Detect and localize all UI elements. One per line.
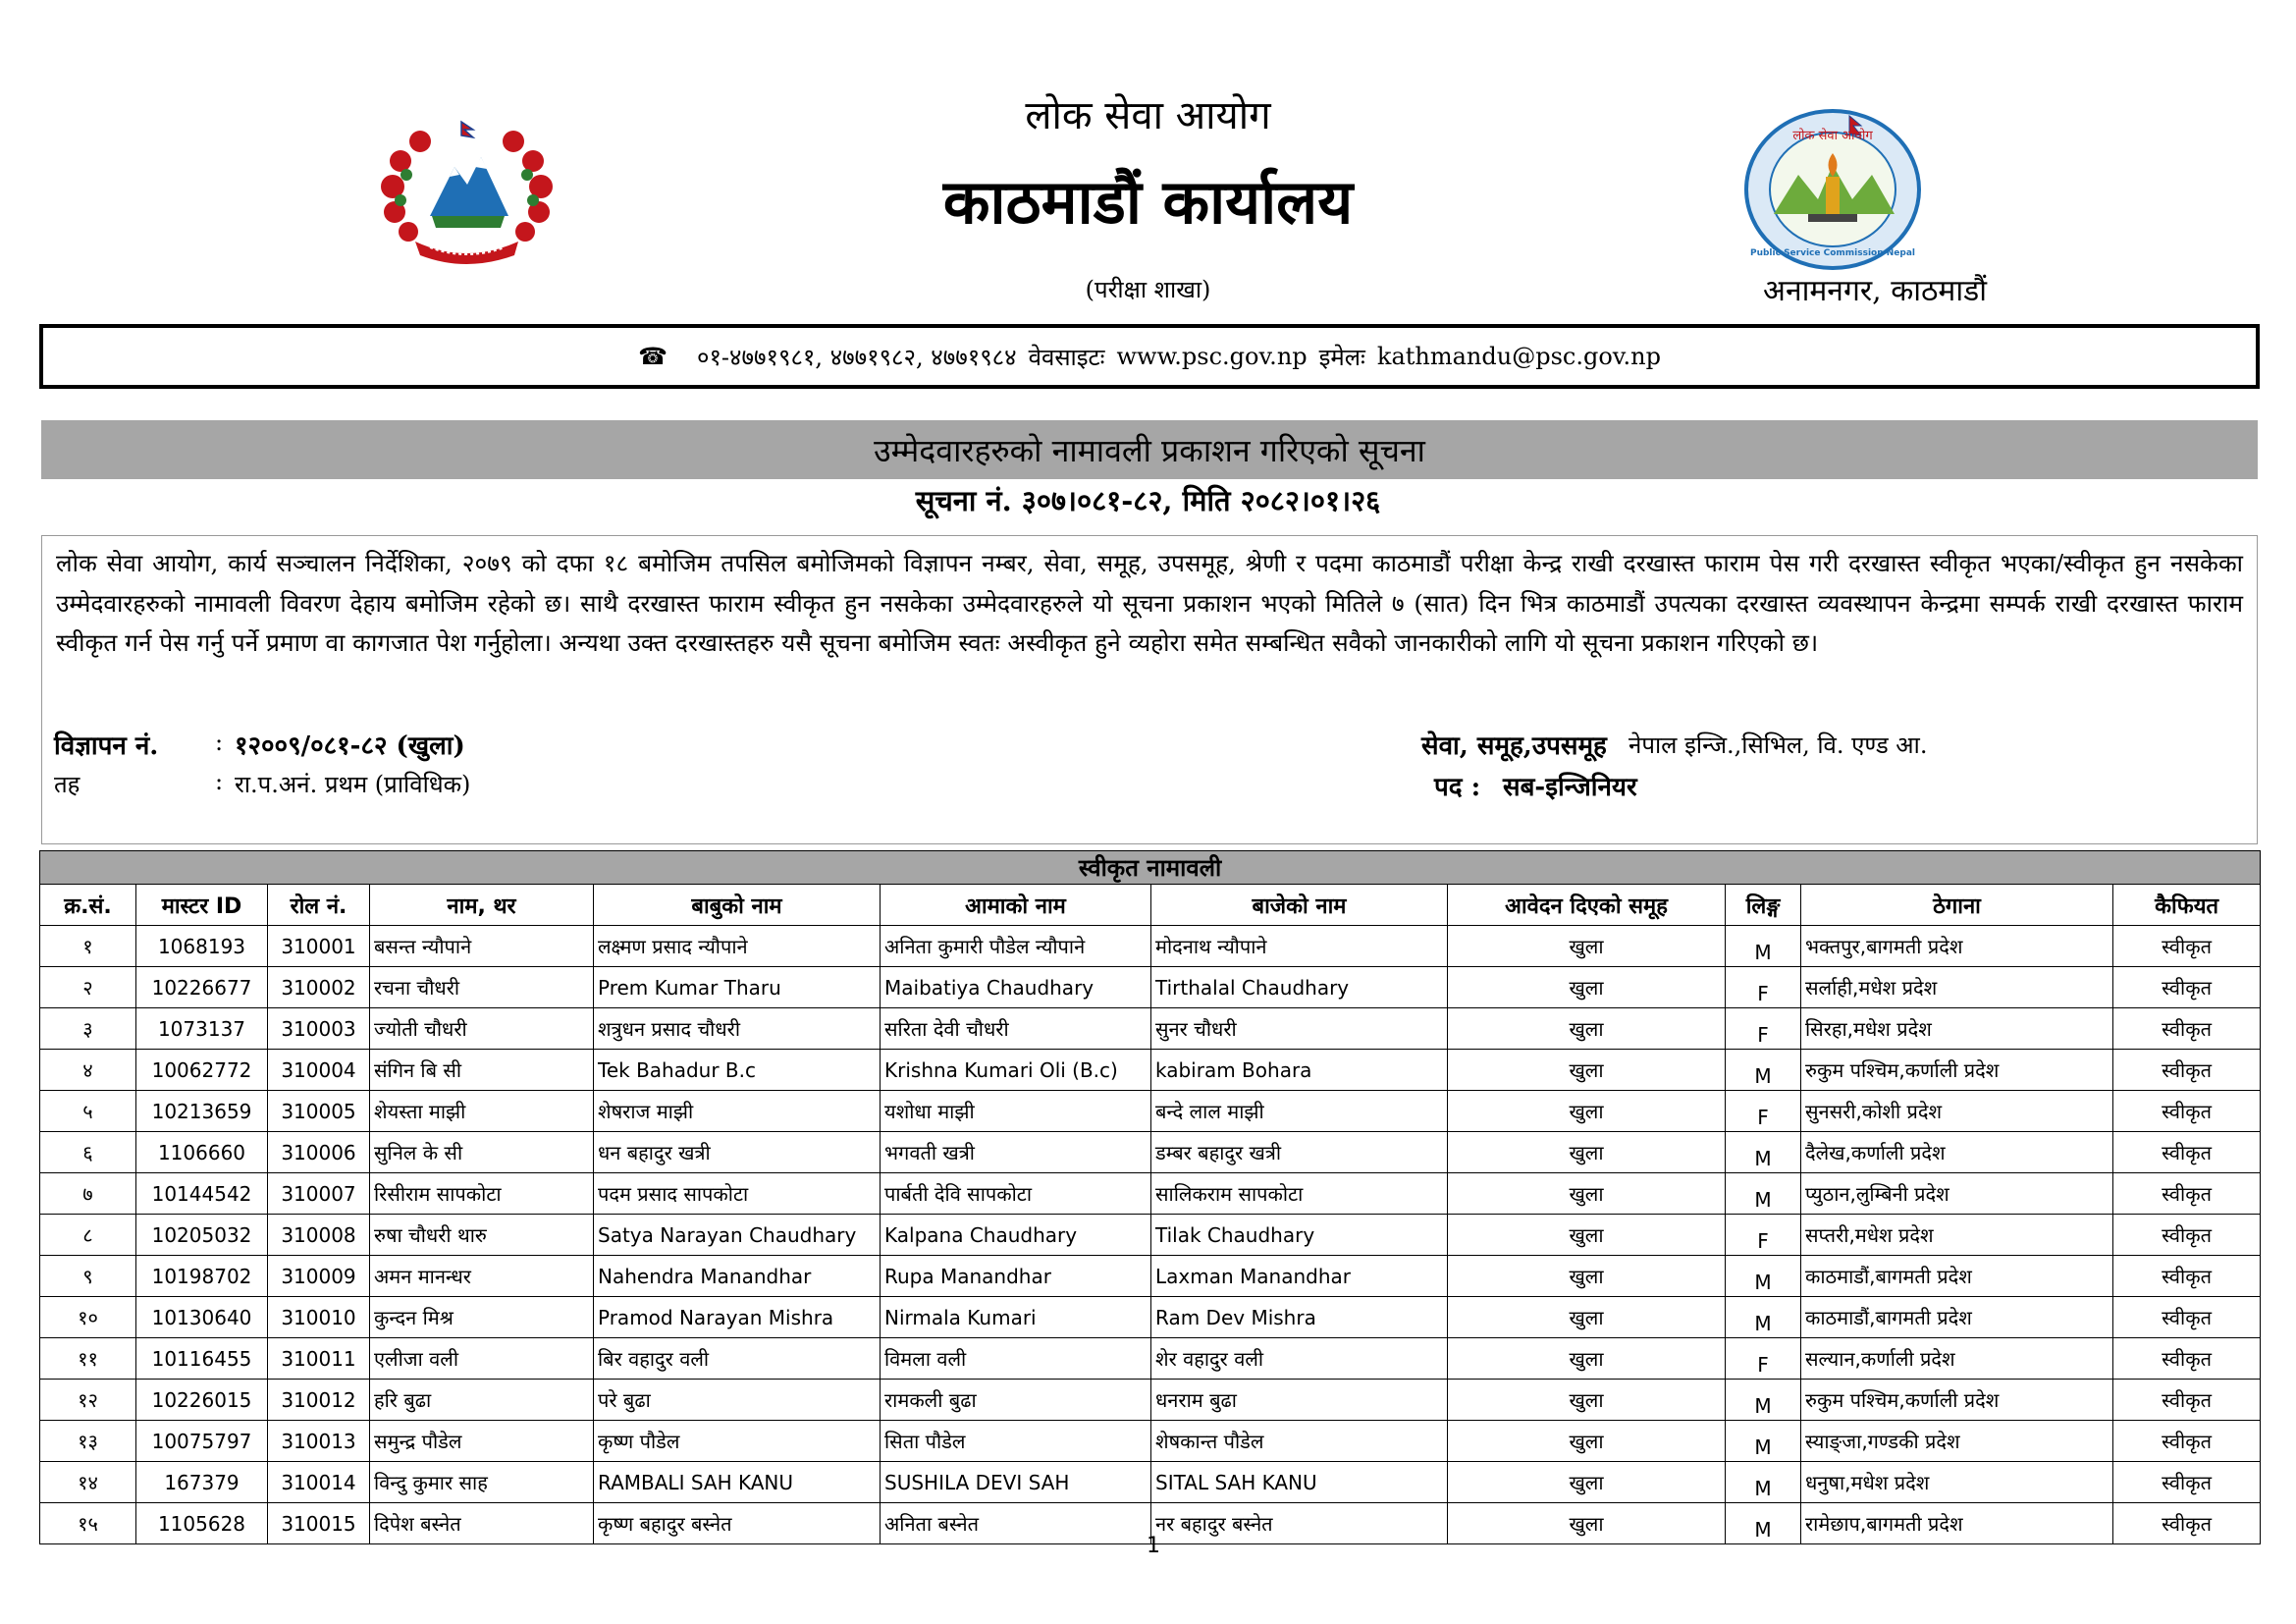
cell-sn: १२ xyxy=(40,1380,136,1421)
cell-remarks: स्वीकृत xyxy=(2113,1256,2261,1297)
cell-master-id: 10205032 xyxy=(136,1215,268,1256)
cell-address: दैलेख,कर्णाली प्रदेश xyxy=(1801,1132,2113,1173)
cell-grandfather: नर बहादुर बस्नेत xyxy=(1151,1503,1448,1544)
notice-title-bar xyxy=(41,420,2258,479)
cell-sn: ४ xyxy=(40,1050,136,1091)
table-row xyxy=(40,1256,2261,1297)
cell-mother: SUSHILA DEVI SAH xyxy=(881,1462,1151,1503)
cell-remarks: स्वीकृत xyxy=(2113,1380,2261,1421)
cell-gender: M xyxy=(1726,1380,1801,1421)
cell-sn: १५ xyxy=(40,1503,136,1544)
level-value: रा.प.अनं. प्रथम (प्राविधिक) xyxy=(235,771,471,798)
cell-grandfather: Laxman Manandhar xyxy=(1151,1256,1448,1297)
cell-father: कृष्ण बहादुर बस्नेत xyxy=(594,1503,881,1544)
cell-address: काठमाडौं,बागमती प्रदेश xyxy=(1801,1256,2113,1297)
cell-name: रुषा चौधरी थारु xyxy=(370,1215,594,1256)
cell-name: कुन्दन मिश्र xyxy=(370,1297,594,1338)
cell-mother: Rupa Manandhar xyxy=(881,1256,1151,1297)
post-label: पद : xyxy=(1434,773,1481,802)
notice-paragraph: लोक सेवा आयोग, कार्य सञ्चालन निर्देशिका, २०७९ को दफा १८ बमोजिम तपसिल बमोजिमको विज्ञापन नम्बर, सेवा, समूह, उपसमूह, श्रेणी र पदमा काठमाडौं परीक्षा केन्द्र राखी दरखास्त फाराम पेस गरी दरखास्त स्वीकृत भएका/स्वीकृत हुन नसकेका उम्मेदवारहरुको नामावली विवरण देहाय बमोजिम रहेको छ। साथै दरखास्त फाराम स्वीकृत हुन नसकेका उम्मेदवारहरुले यो सूचना प्रकाशन भएको मितिले ७ (सात) दिन भित्र काठमाडौं उपत्यका दरखास्त व्यवस्थापन केन्द्रमा सम्पर्क राखी दरखास्त फाराम स्वीकृत गर्न पेस गर्नु पर्ने प्रमाण वा कागजात पेश गर्नुहोला। अन्यथा उक्त दरखास्तहरु यसै सूचना बमोजिम स्वतः अस्वीकृत हुने व्यहोरा समेत सम्बन्धित सवैको जानकारीको लागि यो सूचना प्रकाशन गरिएको छ। xyxy=(56,549,2243,657)
cell-sn: १० xyxy=(40,1297,136,1338)
cell-grandfather: शेर वहादुर वली xyxy=(1151,1338,1448,1380)
table-row xyxy=(40,1215,2261,1256)
cell-father: पदम प्रसाद सापकोटा xyxy=(594,1173,881,1215)
phone-icon: ☎ xyxy=(638,343,667,370)
cell-mother: विमला वली xyxy=(881,1338,1151,1380)
cell-grandfather: सुनर चौधरी xyxy=(1151,1008,1448,1050)
cell-group: खुला xyxy=(1448,1421,1726,1462)
table-header-col-group: आवेदन दिएको समूह xyxy=(1448,885,1726,926)
cell-address: सप्तरी,मधेश प्रदेश xyxy=(1801,1215,2113,1256)
cell-name: सुनिल के सी xyxy=(370,1132,594,1173)
table-header-col-grandfather: बाजेको नाम xyxy=(1151,885,1448,926)
website-link[interactable]: www.psc.gov.np xyxy=(1116,343,1308,370)
service-label: सेवा, समूह,उपसमूह xyxy=(1421,731,1607,761)
ad-number-value: १२००९/०८१-८२ (खुला) xyxy=(235,731,465,761)
table-row xyxy=(40,1173,2261,1215)
office-parent-name: लोक सेवा आयोग xyxy=(1025,93,1271,138)
cell-sn: ६ xyxy=(40,1132,136,1173)
table-header-col-roll: रोल नं. xyxy=(268,885,370,926)
cell-father: Prem Kumar Tharu xyxy=(594,967,881,1008)
cell-name: अमन मानन्धर xyxy=(370,1256,594,1297)
cell-group: खुला xyxy=(1448,1256,1726,1297)
cell-name: हरि बुढा xyxy=(370,1380,594,1421)
cell-remarks: स्वीकृत xyxy=(2113,1503,2261,1544)
cell-master-id: 10116455 xyxy=(136,1338,268,1380)
cell-roll: 310009 xyxy=(268,1256,370,1297)
cell-gender: F xyxy=(1726,1215,1801,1256)
cell-master-id: 10226677 xyxy=(136,967,268,1008)
cell-address: स्याङ्जा,गण्डकी प्रदेश xyxy=(1801,1421,2113,1462)
cell-mother: भगवती खत्री xyxy=(881,1132,1151,1173)
cell-gender: M xyxy=(1726,1421,1801,1462)
cell-roll: 310005 xyxy=(268,1091,370,1132)
cell-group: खुला xyxy=(1448,1132,1726,1173)
cell-gender: M xyxy=(1726,1256,1801,1297)
cell-group: खुला xyxy=(1448,1297,1726,1338)
cell-address: रुकुम पश्चिम,कर्णाली प्रदेश xyxy=(1801,1380,2113,1421)
cell-name: एलीजा वली xyxy=(370,1338,594,1380)
cell-sn: २ xyxy=(40,967,136,1008)
cell-mother: यशोधा माझी xyxy=(881,1091,1151,1132)
cell-remarks: स्वीकृत xyxy=(2113,1297,2261,1338)
email-label: इमेलः xyxy=(1318,343,1365,371)
cell-grandfather: शेषकान्त पौडेल xyxy=(1151,1421,1448,1462)
cell-sn: ११ xyxy=(40,1338,136,1380)
cell-address: धनुषा,मधेश प्रदेश xyxy=(1801,1462,2113,1503)
cell-roll: 310014 xyxy=(268,1462,370,1503)
table-row xyxy=(40,1132,2261,1173)
cell-mother: रामकली बुढा xyxy=(881,1380,1151,1421)
cell-grandfather: धनराम बुढा xyxy=(1151,1380,1448,1421)
cell-father: धन बहादुर खत्री xyxy=(594,1132,881,1173)
table-header-col-master-id: मास्टर ID xyxy=(136,885,268,926)
notice-number: सूचना नं. ३०७।०८१-८२, मिति २०८२।०१।२६ xyxy=(915,484,1381,517)
cell-father: लक्ष्मण प्रसाद न्यौपाने xyxy=(594,926,881,967)
cell-roll: 310010 xyxy=(268,1297,370,1338)
cell-gender: M xyxy=(1726,1173,1801,1215)
cell-address: सिरहा,मधेश प्रदेश xyxy=(1801,1008,2113,1050)
cell-gender: M xyxy=(1726,926,1801,967)
table-row xyxy=(40,1338,2261,1380)
office-address: अनामनगर, काठमाडौं xyxy=(1763,274,1987,308)
cell-mother: अनिता कुमारी पौडेल न्यौपाने xyxy=(881,926,1151,967)
cell-remarks: स्वीकृत xyxy=(2113,1132,2261,1173)
cell-remarks: स्वीकृत xyxy=(2113,1008,2261,1050)
cell-group: खुला xyxy=(1448,1338,1726,1380)
cell-roll: 310013 xyxy=(268,1421,370,1462)
cell-name: शेयस्ता माझी xyxy=(370,1091,594,1132)
cell-grandfather: बन्दे लाल माझी xyxy=(1151,1091,1448,1132)
cell-roll: 310007 xyxy=(268,1173,370,1215)
cell-remarks: स्वीकृत xyxy=(2113,967,2261,1008)
cell-mother: पार्बती देवि सापकोटा xyxy=(881,1173,1151,1215)
cell-gender: F xyxy=(1726,1338,1801,1380)
ad-number-label: विज्ञापन नं. xyxy=(54,731,159,761)
table-header-col-remarks: कैफियत xyxy=(2113,885,2261,926)
cell-father: कृष्ण पौडेल xyxy=(594,1421,881,1462)
table-row xyxy=(40,1421,2261,1462)
cell-gender: F xyxy=(1726,967,1801,1008)
cell-group: खुला xyxy=(1448,1091,1726,1132)
approved-candidates-table xyxy=(39,850,2260,1544)
email-link[interactable]: kathmandu@psc.gov.np xyxy=(1376,343,1661,370)
cell-name: दिपेश बस्नेत xyxy=(370,1503,594,1544)
table-row xyxy=(40,967,2261,1008)
svg-text:लोक सेवा आयोग: लोक सेवा आयोग xyxy=(1792,129,1873,143)
table-row xyxy=(40,1380,2261,1421)
cell-gender: M xyxy=(1726,1462,1801,1503)
cell-name: संगिन बि सी xyxy=(370,1050,594,1091)
cell-name: रिसीराम सापकोटा xyxy=(370,1173,594,1215)
table-row xyxy=(40,1008,2261,1050)
cell-remarks: स्वीकृत xyxy=(2113,1091,2261,1132)
cell-remarks: स्वीकृत xyxy=(2113,1173,2261,1215)
table-header-col-mother: आमाको नाम xyxy=(881,885,1151,926)
cell-remarks: स्वीकृत xyxy=(2113,1215,2261,1256)
cell-group: खुला xyxy=(1448,1215,1726,1256)
cell-roll: 310015 xyxy=(268,1503,370,1544)
cell-sn: ८ xyxy=(40,1215,136,1256)
cell-grandfather: Ram Dev Mishra xyxy=(1151,1297,1448,1338)
cell-roll: 310008 xyxy=(268,1215,370,1256)
cell-sn: ५ xyxy=(40,1091,136,1132)
cell-group: खुला xyxy=(1448,1503,1726,1544)
cell-group: खुला xyxy=(1448,1380,1726,1421)
cell-remarks: स्वीकृत xyxy=(2113,1462,2261,1503)
cell-address: सल्यान,कर्णाली प्रदेश xyxy=(1801,1338,2113,1380)
cell-gender: F xyxy=(1726,1008,1801,1050)
post-value: सब-इन्जिनियर xyxy=(1503,773,1637,802)
cell-group: खुला xyxy=(1448,1173,1726,1215)
cell-mother: अनिता बस्नेत xyxy=(881,1503,1151,1544)
cell-grandfather: Tilak Chaudhary xyxy=(1151,1215,1448,1256)
service-value: नेपाल इन्जि.,सिभिल, वि. एण्ड आ. xyxy=(1629,731,1928,759)
cell-master-id: 167379 xyxy=(136,1462,268,1503)
table-header-col-sn: क्र.सं. xyxy=(40,885,136,926)
website-label: वेवसाइटः xyxy=(1028,343,1105,371)
cell-gender: M xyxy=(1726,1132,1801,1173)
cell-mother: Krishna Kumari Oli (B.c) xyxy=(881,1050,1151,1091)
cell-roll: 310012 xyxy=(268,1380,370,1421)
cell-grandfather: मोदनाथ न्यौपाने xyxy=(1151,926,1448,967)
level-colon: : xyxy=(215,768,224,795)
office-section: (परीक्षा शाखा) xyxy=(1085,276,1211,303)
cell-remarks: स्वीकृत xyxy=(2113,1338,2261,1380)
cell-group: खुला xyxy=(1448,1462,1726,1503)
cell-address: प्युठान,लुम्बिनी प्रदेश xyxy=(1801,1173,2113,1215)
cell-master-id: 1106660 xyxy=(136,1132,268,1173)
cell-master-id: 10075797 xyxy=(136,1421,268,1462)
cell-group: खुला xyxy=(1448,926,1726,967)
cell-father: Satya Narayan Chaudhary xyxy=(594,1215,881,1256)
cell-name: रचना चौधरी xyxy=(370,967,594,1008)
cell-father: Pramod Narayan Mishra xyxy=(594,1297,881,1338)
cell-grandfather: Tirthalal Chaudhary xyxy=(1151,967,1448,1008)
cell-address: सुनसरी,कोशी प्रदेश xyxy=(1801,1091,2113,1132)
cell-remarks: स्वीकृत xyxy=(2113,926,2261,967)
cell-address: काठमाडौं,बागमती प्रदेश xyxy=(1801,1297,2113,1338)
cell-father: परे बुढा xyxy=(594,1380,881,1421)
cell-group: खुला xyxy=(1448,1008,1726,1050)
cell-master-id: 10130640 xyxy=(136,1297,268,1338)
cell-mother: Maibatiya Chaudhary xyxy=(881,967,1151,1008)
cell-group: खुला xyxy=(1448,1050,1726,1091)
table-row xyxy=(40,1297,2261,1338)
table-row xyxy=(40,1050,2261,1091)
phone-numbers: ०१-४७७१९८१, ४७७१९८२, ४७७१९८४ xyxy=(696,343,1017,371)
cell-address: सर्लाही,मधेश प्रदेश xyxy=(1801,967,2113,1008)
cell-name: विन्दु कुमार साह xyxy=(370,1462,594,1503)
cell-address: रुकुम पश्चिम,कर्णाली प्रदेश xyxy=(1801,1050,2113,1091)
cell-master-id: 1068193 xyxy=(136,926,268,967)
cell-master-id: 10213659 xyxy=(136,1091,268,1132)
table-row xyxy=(40,926,2261,967)
cell-father: RAMBALI SAH KANU xyxy=(594,1462,881,1503)
cell-grandfather: SITAL SAH KANU xyxy=(1151,1462,1448,1503)
cell-sn: १ xyxy=(40,926,136,967)
table-header-col-gender: लिङ्ग xyxy=(1726,885,1801,926)
cell-father: बिर वहादुर वली xyxy=(594,1338,881,1380)
cell-roll: 310002 xyxy=(268,967,370,1008)
cell-master-id: 10144542 xyxy=(136,1173,268,1215)
cell-father: Tek Bahadur B.c xyxy=(594,1050,881,1091)
cell-mother: सिता पौडेल xyxy=(881,1421,1151,1462)
cell-gender: F xyxy=(1726,1091,1801,1132)
cell-roll: 310003 xyxy=(268,1008,370,1050)
cell-father: Nahendra Manandhar xyxy=(594,1256,881,1297)
cell-master-id: 10198702 xyxy=(136,1256,268,1297)
cell-father: शेषराज माझी xyxy=(594,1091,881,1132)
cell-roll: 310004 xyxy=(268,1050,370,1091)
cell-remarks: स्वीकृत xyxy=(2113,1050,2261,1091)
level-label: तह xyxy=(54,771,80,798)
cell-gender: M xyxy=(1726,1050,1801,1091)
table-header-col-address: ठेगाना xyxy=(1801,885,2113,926)
table-title: स्वीकृत नामावली xyxy=(40,851,2261,885)
cell-grandfather: kabiram Bohara xyxy=(1151,1050,1448,1091)
cell-gender: M xyxy=(1726,1297,1801,1338)
cell-mother: Nirmala Kumari xyxy=(881,1297,1151,1338)
ad-number-colon: : xyxy=(215,729,224,756)
cell-sn: १३ xyxy=(40,1421,136,1462)
cell-name: समुन्द्र पौडेल xyxy=(370,1421,594,1462)
cell-roll: 310006 xyxy=(268,1132,370,1173)
table-row xyxy=(40,1091,2261,1132)
cell-sn: ९ xyxy=(40,1256,136,1297)
cell-master-id: 1073137 xyxy=(136,1008,268,1050)
cell-roll: 310011 xyxy=(268,1338,370,1380)
cell-master-id: 10226015 xyxy=(136,1380,268,1421)
cell-name: ज्योती चौधरी xyxy=(370,1008,594,1050)
cell-sn: १४ xyxy=(40,1462,136,1503)
cell-grandfather: डम्बर बहादुर खत्री xyxy=(1151,1132,1448,1173)
cell-remarks: स्वीकृत xyxy=(2113,1421,2261,1462)
office-name: काठमाडौं कार्यालय xyxy=(942,166,1354,238)
table-header-col-father: बाबुको नाम xyxy=(594,885,881,926)
table-row xyxy=(40,1462,2261,1503)
cell-mother: Kalpana Chaudhary xyxy=(881,1215,1151,1256)
contact-box xyxy=(39,324,2260,389)
notice-title: उम्मेदवारहरुको नामावली प्रकाशन गरिएको सूचना xyxy=(874,431,1425,469)
cell-sn: ३ xyxy=(40,1008,136,1050)
cell-master-id: 1105628 xyxy=(136,1503,268,1544)
cell-gender: M xyxy=(1726,1503,1801,1544)
cell-sn: ७ xyxy=(40,1173,136,1215)
cell-roll: 310001 xyxy=(268,926,370,967)
cell-mother: सरिता देवी चौधरी xyxy=(881,1008,1151,1050)
table-header-col-name: नाम, थर xyxy=(370,885,594,926)
cell-group: खुला xyxy=(1448,967,1726,1008)
cell-address: भक्तपुर,बागमती प्रदेश xyxy=(1801,926,2113,967)
svg-text:Public Service Commission Nepa: Public Service Commission Nepal xyxy=(1749,248,1916,258)
cell-master-id: 10062772 xyxy=(136,1050,268,1091)
notice-info-box xyxy=(41,535,2258,844)
cell-name: बसन्त न्यौपाने xyxy=(370,926,594,967)
page-number: 1 xyxy=(1147,1534,1160,1558)
cell-grandfather: सालिकराम सापकोटा xyxy=(1151,1173,1448,1215)
cell-father: शत्रुधन प्रसाद चौधरी xyxy=(594,1008,881,1050)
cell-address: रामेछाप,बागमती प्रदेश xyxy=(1801,1503,2113,1544)
